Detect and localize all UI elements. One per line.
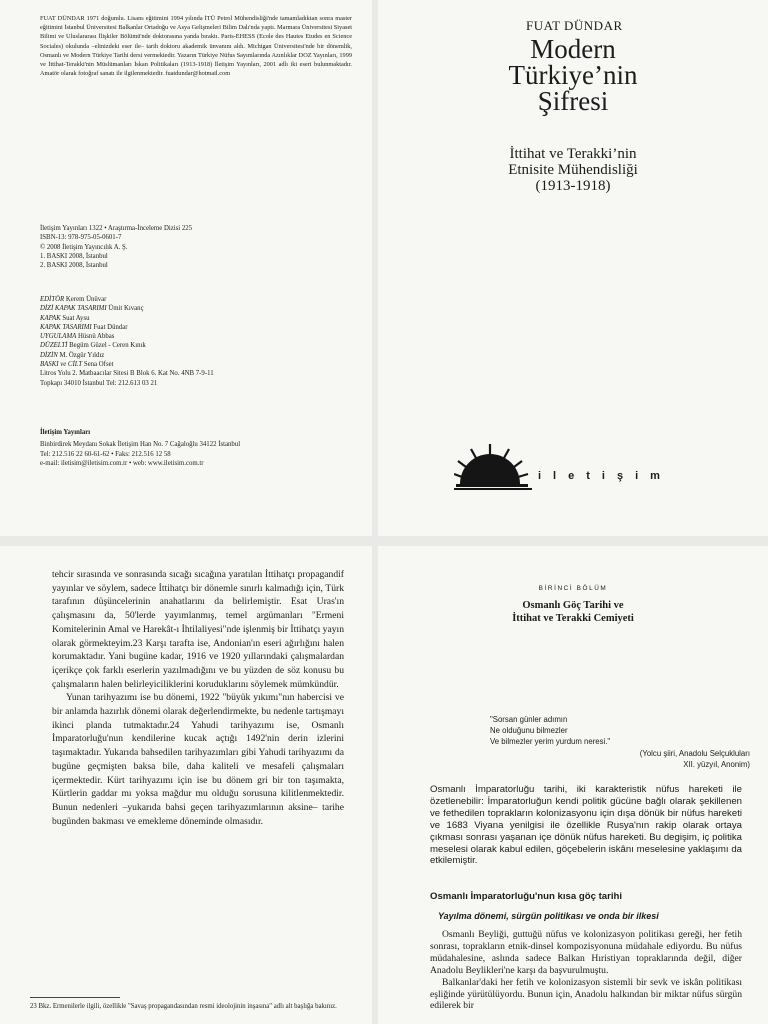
subtitle-line: Etnisite Mühendisliği: [508, 162, 638, 178]
subtitle-line: İttihat ve Terakki’nin: [509, 146, 637, 162]
subtitle-line: (1913-1918): [535, 178, 611, 194]
publisher-name: İletişim Yayınları: [40, 429, 91, 436]
footnote: 23 Bkz. Ermenilerle ilgili, özellikle "Savaş propagandasından resmi ideolojinin inşasına" adlı alt başlığa bakınız.: [30, 1003, 337, 1010]
isbn-line: ISBN-13: 978-975-05-0601-7: [40, 234, 122, 242]
publisher-block: [40, 428, 240, 468]
chapter-opening-page: [378, 546, 768, 1024]
title-line: Türkiye’nin: [508, 60, 638, 90]
publisher-address: Binbirdirek Meydanı Sokak İletişim Han No. 7 Cağaloğlu 34122 İstanbul: [40, 441, 241, 449]
epigraph-source: (Yolcu şiiri, Anadolu Selçukluları: [639, 748, 750, 758]
credit-line: BASKI ve CİLT Sena Ofset: [40, 361, 114, 369]
credit-line: KAPAK Suat Aysu: [40, 314, 90, 322]
paragraph: Osmanlı Beyliği, guttuğü nüfus ve kolonizasyon politikası gereği, her fetih sonrası, toprakların etnik-dinsel kompozisyonuna müdahale ediyordu. Bu nüfus müdahalesine, aslında sadece Balkan Hıristiyan topraklarında değil, diğer Anadolu Beylikleri'ne karşı da başvurulmuştu.: [430, 929, 742, 976]
colophon-page: [0, 0, 372, 536]
subsection-heading: Yayılma dönemi, sürgün politikası ve onda bir ilkesi: [438, 911, 659, 921]
copyright-line: © 2008 İletişim Yayıncılık A. Ş.: [40, 243, 128, 251]
credit-line: DİZİ KAPAK TASARIMI Ümit Kıvanç: [40, 305, 144, 313]
epigraph-line: Ve bilmezler yerim yurdum neresi.": [490, 737, 611, 747]
credit-line: UYGULAMA Hüsnü Abbas: [40, 333, 115, 341]
section-heading: Osmanlı İmparatorluğu'nun kısa göç tarihi: [430, 891, 623, 902]
printer-address: Litros Yolu 2. Matbaacılar Sitesi B Blok 6. Kat No. 4NB 7-9-11: [40, 370, 214, 378]
credit-line: DİZİN M. Özgür Yıldız: [40, 351, 105, 359]
epigraph: [490, 714, 760, 770]
chapter-title-line: İttihat ve Terakki Cemiyeti: [512, 613, 634, 624]
section-body: [430, 929, 742, 1012]
book-subtitle: [418, 146, 728, 194]
epigraph-line: "Sorsan günler adımın: [490, 715, 568, 724]
intro-paragraph: Osmanlı İmparatorluğu tarihi, iki karakteristik nüfus hareketi ile özetlenebilir: İmparatorluğun kendi politik gücüne bağlı olarak şekillenen ve fethedilen toprakların kolonizasyonu için dışa dönük bir nüfus hareketi ve 1683 Viyana yenilgisi ile özellikle Rusya'nın rakip olarak ortaya çıkması sonrası yaşanan içe dönük nüfus hareketi. Bu degişim, iç politika meselesi olarak kabul edilen, göçebelerin iskânı meselesine yaklaşımı da etkilemiştir.: [430, 784, 742, 867]
paragraph: Balkanlar'daki her fetih ve kolonizasyon sistemli bir sevk ve iskân politikası eşliğinde yürütülüyordu. Bunun için, Anadolu halkından bir miktar nüfus sürgün edilerek bir: [430, 976, 742, 1012]
chapter-title: [418, 599, 728, 625]
paragraph: Yunan tarihyazımı ise bu dönemi, 1922 "büyük yıkımı"nın habercisi ve bir anlamda hazırlık dönemi olarak değerlendirmekte, bu nedenle tartışmayı ikinci planda tutmaktadır.24 Yahudi tarihyazımı ise, Osmanlı İmparatorluğu'nun kendilerine kucak açtığı 1492'nin derin izlerini taşımaktadır. Yukarıda bahsedilen tarihyazımları gibi Yahudi tarihyazımı da bugüne geçmişten baksa bile, daha kaliteli ve mesafeli çalışmaları içermektedir. Kürt tarihyazımı için ise bu dönem gri bir ton taşımakta, Kürtlerin gaddar mı yoksa mağdur mu olduğu sorusuna kilitlenmektedir. Bunun nedenleri –yukarıda bahsi geçen tarihyazımlarının aksine– tarihe bugünden bakması ve emekleme döneminde olmasıdır.: [52, 692, 344, 827]
publisher-phone: Tel: 212.516 22 60-61-62 • Faks: 212.516 12 58: [40, 450, 171, 458]
paragraph: tehcir sırasında ve sonrasında sıcağı sıcağına yaratılan İttihatçı propagandif yayınlar ve söylem, sadece İttihatçı bir dönemle sınırlı kalmadığı için, Türk tarafının düşüncelerinin anahatlarını da belirlemiştir. Esat Uras'ın çalışmasını da, 50'lerde yayımlanmış, temel argümanları "Ermeni Komitelerinin Amal ve Harekât-ı İhtilaliyesi"nde işlenmiş bir İttihatçı yayın olarak görmekteyim.23 Karşı tarafta ise, Andonian'ın eseri ağırlığını halen korumaktadır. Yani bugüne kadar, 1916 ve 1920 yıllarındaki çalışmalardan içerikçe çok farklı eserlerin yazılmadığını ve bu yüzden de söz konusu bu çalışmaların halen belirleyiciliklerini koruduklarını söylemek mümkündür.: [52, 569, 344, 690]
publisher-wordmark: iletişim: [538, 470, 672, 482]
title-line: Modern: [530, 34, 616, 64]
footnote-rule: [30, 997, 120, 998]
sunrise-logo-icon: [454, 442, 532, 492]
credit-line: KAPAK TASARIMI Fuat Dündar: [40, 323, 128, 331]
chapter-label: BİRİNCİ BÖLÜM: [538, 585, 608, 592]
text-page-left: [0, 546, 372, 1024]
edition-line: 1. BASKI 2008, İstanbul: [40, 252, 108, 260]
title-page: [378, 0, 768, 536]
credit-line: DÜZELTİ Begüm Güzel - Ceren Kınık: [40, 342, 146, 350]
imprint-line: İletişim Yayınları 1322 • Araştırma-İnceleme Dizisi 225: [40, 225, 193, 232]
title-line: Şifresi: [537, 86, 609, 116]
epigraph-source: XII. yüzyıl, Anonim): [683, 759, 750, 769]
author-name: FUAT DÜNDAR: [526, 18, 623, 33]
chapter-intro: [430, 784, 742, 867]
printer-address: Topkapı 34010 İstanbul Tel: 212.613 03 21: [40, 379, 158, 387]
imprint-block: [40, 224, 192, 270]
epigraph-line: Ne olduğunu bilmezler: [490, 726, 568, 736]
credits-block: [40, 295, 214, 388]
edition-line: 2. BASKI 2008, İstanbul: [40, 262, 108, 270]
credit-line: EDİTÖR Kerem Ünüvar: [40, 296, 107, 303]
chapter-title-line: Osmanlı Göç Tarihi ve: [522, 600, 624, 611]
author-bio: FUAT DÜNDAR 1971 doğumlu. Lisans eğitimini 1994 yılında İTÜ Petrol Mühendisliği'nde tamamladıktan sonra master eğitimini İstanbul Üniversitesi Balkanlar Ortadoğu ve Asya Gelişmeleri Bilim Dalı'nda yaptı. Marmara Üniversitesi Siyaset Bilimi ve Uluslararası İlişkiler Bölümü'nde doktorasına yanda bıraktı. Paris-EHESS (Ecole des Hautes Etudes en Science Sociales) okulunda –elinizdeki eser ile– tarih doktoru akademik ünvanını aldı. Michigan Üniversitesi'nde bir dönemlik, Osmanlı ve Modern Türkiye Tarihi dersi vermektedir. Yazarın Türkiye Nüfus Sayımlarında Azınlıklar DOZ Yayınları, 1999 ve İttihat-Terakki'nin Müslümanları İskan Politikaları (1913-1918) İletişim Yayınları, 2001 adlı iki eseri bulunmaktadır. Amatör olarak fotoğraf sanatı ile ilgilenmektedir. fuatdundar@hotmail.com: [40, 15, 352, 78]
body-text: [52, 568, 344, 828]
publisher-contact: e-mail: iletisim@iletisim.com.tr • web: www.iletisim.com.tr: [40, 459, 204, 467]
book-title: [418, 36, 728, 114]
